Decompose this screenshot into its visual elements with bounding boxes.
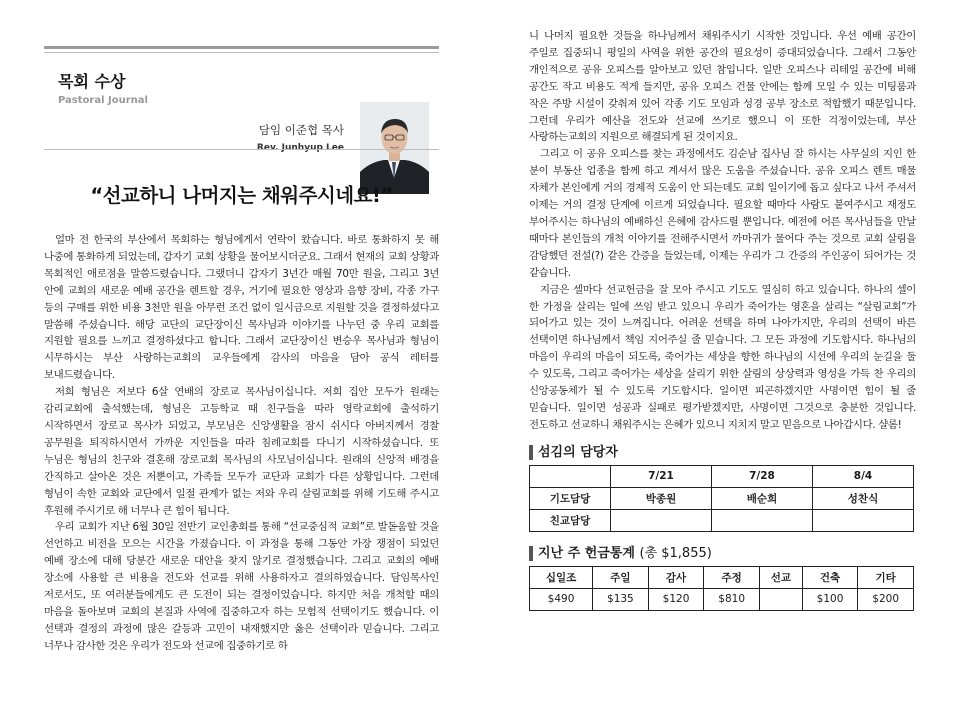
table-cell: $100 xyxy=(802,588,858,610)
table-cell xyxy=(712,509,813,531)
column-header: 주일 xyxy=(593,566,649,588)
table-cell: 성찬식 xyxy=(813,487,914,509)
table-row xyxy=(530,487,914,509)
column-header: 감사 xyxy=(648,566,704,588)
offering-section-title xyxy=(529,546,916,561)
date-cell: 7/28 xyxy=(712,465,813,487)
paragraph: 얼마 전 한국의 부산에서 목회하는 형님에게서 연락이 왔습니다. 바로 통화하지 못 해 나중에 통화하게 되었는데, 갑자기 교회 상황을 물어보시더군요. 그래서 현재의 교회 상황과 목회적인 애로점을 말씀드렸습니다. 그랬더니 갑자기 3년간 매월 70만 원을, 그리고 3년 안에 교회의 새로운 예배 공간을 렌트할 경우, 거기에 필요한 영상과 음향 장비, 각종 가구 등의 구매를 위한 비용 3천만 원을 아무런 조건 없이 일시금으로 지원할 것을 결정하셨다고 말씀해 주셨습니다. 해당 교단의 교단장이신 목사님과 이야기를 나누던 중 우리 교회를 지원할 필요를 느끼고 결정하셨다고 합니다. 그래서 교단장이신 변승우 목사님과 형님이 시무하시는 부산 사랑하는교회의 교우들에게 감사의 마음을 담아 공식 레터를 보내드렸습니다. xyxy=(44,234,439,382)
table-cell: 박종원 xyxy=(611,487,712,509)
table-cell: $135 xyxy=(593,588,649,610)
duty-section-title: 섬김의 담당자 xyxy=(529,445,916,460)
left-column xyxy=(44,46,439,652)
column-header: 기타 xyxy=(858,566,914,588)
table-row xyxy=(530,588,914,610)
date-cell: 8/4 xyxy=(813,465,914,487)
row-label: 친교담당 xyxy=(530,509,611,531)
header-rule-top xyxy=(44,46,439,49)
table-cell: $120 xyxy=(648,588,704,610)
author-name: 담임 이준협 목사 xyxy=(258,123,344,137)
author-name-en: Rev. Junhyup Lee xyxy=(256,143,344,153)
offering-title: 지난 주 헌금통계 xyxy=(538,545,635,561)
date-cell: 7/21 xyxy=(611,465,712,487)
article-headline: “선교하니 나머지는 채워주시네요!” xyxy=(90,184,393,207)
right-column xyxy=(529,28,916,611)
table-cell xyxy=(813,509,914,531)
column-header: 십일조 xyxy=(530,566,593,588)
paragraph: 지금은 셀마다 선교헌금을 잘 모아 주시고 기도도 열심히 하고 있습니다. 하나의 셀이 한 가정을 살리는 일에 쓰임 받고 있으니 우리가 죽어가는 영혼을 살리는 “살림교회”가 되어가고 있는 것이 느껴집니다. 어려운 선택을 하며 나아가지만, 우리의 선택이 바른 선택이면 하나님께서 책임 지어주실 줄 믿습니다. 그 모든 과정에 기도합시다. 하나님의 마음이 우리의 마음이 되도록, 죽어가는 세상을 향한 하나님의 시선에 우리의 눈길을 둘 수 있도록, 그리고 죽어가는 세상을 살리기 위한 살림의 상상력과 영성을 가득 찬 우리의 신앙공동체가 될 수 있도록 기도합시다. 일이면 피곤하겠지만 사명이면 힘이 될 줄 믿습니다. 일이면 성공과 실패로 평가받겠지만, 사명이면 그것으로 충분한 것입니다. 전도하고 선교하니 채워주시는 은혜가 있으니 지치지 말고 믿음으로 나아갑시다. 샬롬! xyxy=(529,283,916,431)
row-label: 기도담당 xyxy=(530,487,611,509)
offering-table xyxy=(529,566,914,611)
column-header: 주정 xyxy=(704,566,760,588)
table-header-row xyxy=(530,465,914,487)
paragraph: 저희 형님은 저보다 6살 연배의 장로교 목사님이십니다. 저희 집안 모두가 원래는 감리교회에 출석했는데, 형님은 고등학교 때 친구들을 따라 영락교회에 출석하기 시작하면서 장로교 목사가 되었고, 부모님은 신앙생활을 잠시 쉬시다 아버지께서 경찰 공무원을 퇴직하시면서 가까운 지인들을 따라 침례교회를 다니기 시작하셨습니다. 또 누님은 형님의 친구와 결혼해 장로교회 목사님의 사모님이십니다. 원래의 신앙적 배경을 간직하고 살아온 것은 저뿐이고, 가족들 모두가 교단과 교회가 다른 상황입니다. 그런데 형님이 속한 교회와 교단에서 일절 관계가 없는 저와 우리 살림교회를 위해 기도해 주시고 후원해 주시기로 해 너무나 큰 힘이 됩니다. xyxy=(44,386,439,517)
paragraph: 니 나머지 필요한 것들을 하나님께서 채워주시기 시작한 것입니다. 우선 예배 공간이 주일로 집중되니 평일의 사역을 위한 공간의 필요성이 증대되었습니다. 그래서 그동안 개인적으로 공유 오피스를 알아보고 있던 참입니다. 일반 오피스나 리테일 공간에 비해 공간도 작고 비용도 적게 들지만, 공유 오피스 건물 안에는 함께 모일 수 있는 미팅룸과 작은 주방 시설이 갖춰져 있어 각종 기도 모임과 성경 공부 장소로 적합했기 때문입니다. 그런데 우리가 예산을 전도와 선교에 쓰기로 했으니 이 또한 걱정이었는데, 부산 사랑하는교회의 지원으로 해결되게 된 것이지요. xyxy=(529,30,916,144)
table-cell: $810 xyxy=(704,588,760,610)
offering-total: (총 $1,855) xyxy=(639,545,712,561)
header-rule-bottom xyxy=(44,149,439,150)
table-cell: $490 xyxy=(530,588,593,610)
table-cell xyxy=(759,588,802,610)
paragraph: 우리 교회가 지난 6월 30일 전반기 교인총회를 통해 “선교중심적 교회”로 발돋움할 것을 선언하고 비전을 모으는 시간을 가졌습니다. 이 과정을 통해 그동안 가장 쟁점이 되었던 예배 장소에 대해 당분간 새로운 대안을 찾지 않기로 결정했습니다. 그리고 교회의 예배 장소에 사용할 큰 비용을 전도와 선교를 위해 사용하자고 결의하였습니다. 담임목사인 저로서도, 또 여러분들에게도 큰 도전이 되는 결정이었습니다. 하지만 처음 개척할 때의 마음을 돌아보며 교회의 본질과 사역에 집중하고자 하는 모험적 선택이기도 했습니다. 이 선택과 결정의 과정에 많은 갈등과 고민이 내재했지만 옳은 선택이라 믿습니다. 그리고 너무나 감사한 것은 우리가 전도와 선교에 집중하기로 하 xyxy=(44,521,439,652)
table-cell: $200 xyxy=(858,588,914,610)
paragraph: 그리고 이 공유 오피스를 찾는 과정에서도 김순남 집사님 잘 하시는 사무실의 지인 한 분이 부동산 업종을 함께 하고 계셔서 많은 도움을 주셨습니다. 공유 오피스 렌트 매물 자체가 본인에게 거의 경제적 도움이 안 되는데도 교회 일이기에 돕고 싶다고 나서 주셔서 이제는 거의 결정 단계에 이르게 되었습니다. 필요할 때마다 사람도 붙여주시고 재정도 부어주시는 하나님의 예배하신 은혜에 감사드릴 뿐입니다. 예전에 어른 목사님들을 만날 때마다 본인들의 개척 이야기를 전해주시면서 까마귀가 물어다 주는 것으로 교회 살림을 감당했던 전설(?) 같은 간증을 들었는데, 이제는 우리가 그 간증의 주인공이 되어가는 것 같습니다. xyxy=(529,148,916,279)
table-corner-cell xyxy=(530,465,611,487)
article-body-left xyxy=(44,232,439,655)
duty-table xyxy=(529,465,914,532)
table-cell: 배순희 xyxy=(712,487,813,509)
table-row xyxy=(530,509,914,531)
column-subtitle: Pastoral Journal xyxy=(58,95,148,106)
header-rule-top-thin xyxy=(44,52,439,53)
column-title: 목회 수상 xyxy=(58,72,126,91)
column-header: 선교 xyxy=(759,566,802,588)
table-header-row xyxy=(530,566,914,588)
table-cell xyxy=(611,509,712,531)
column-header: 건축 xyxy=(802,566,858,588)
